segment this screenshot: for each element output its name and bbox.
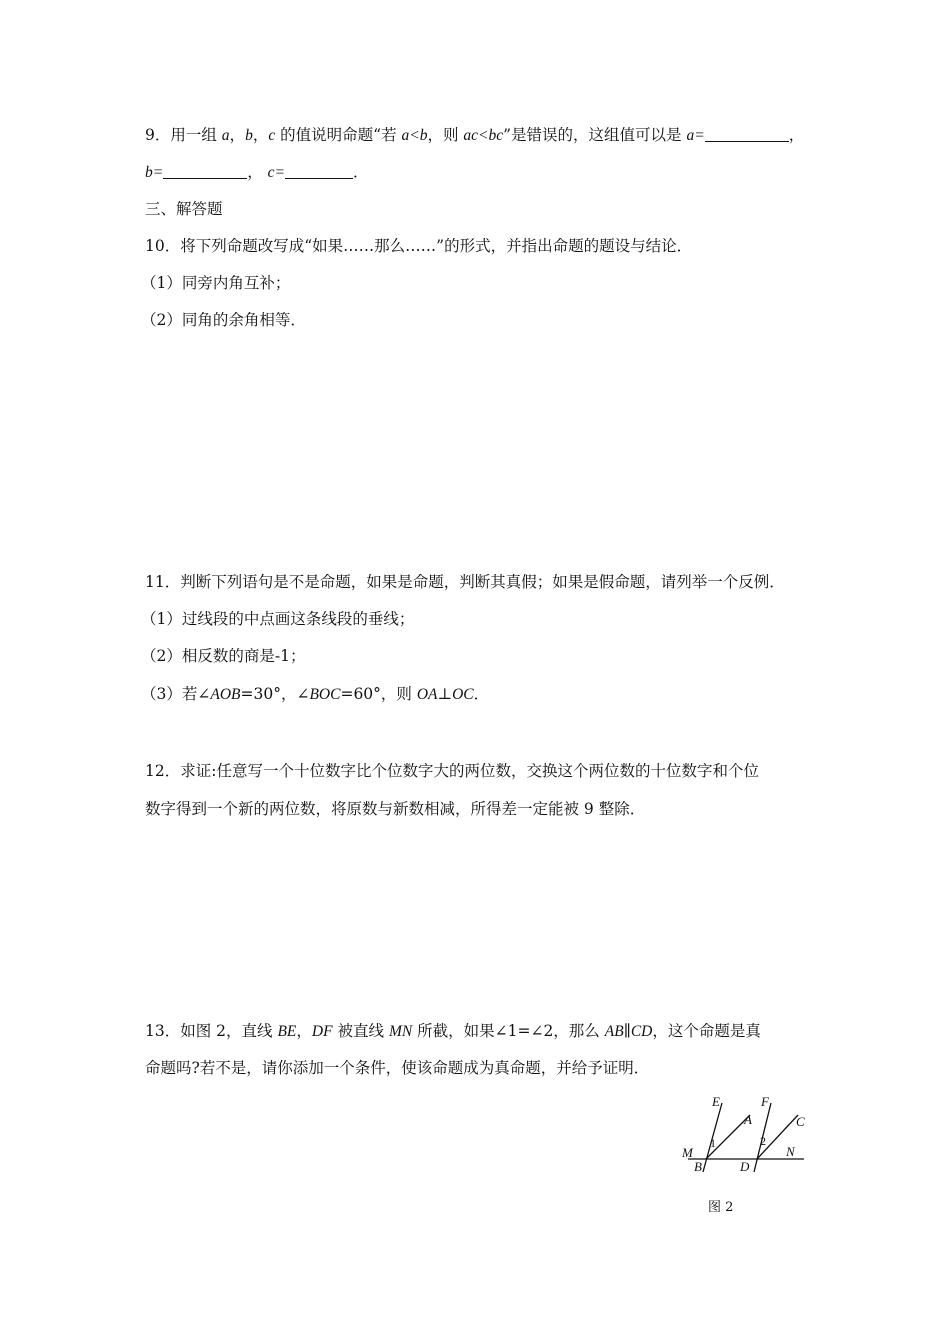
label-b: B — [694, 1159, 702, 1174]
angle-1-label: 1 — [710, 1136, 716, 1150]
label-m: M — [682, 1145, 693, 1160]
label-a: A — [744, 1112, 752, 1127]
figure-2-diagram — [680, 1090, 810, 1176]
label-n: N — [786, 1144, 795, 1159]
q10-item-2: （2）同角的余角相等． — [141, 311, 306, 329]
label-d: D — [740, 1159, 750, 1174]
q13-line-1: 13．如图 2，直线 BE，DF 被直线 MN 所截，如果∠1=∠2，那么 AB∥CD，这个命题是真 — [145, 1022, 761, 1040]
q12-line-2: 数字得到一个新的两位数，将原数与新数相减，所得差一定能被 9 整除． — [145, 800, 646, 818]
angle-2-label: 2 — [760, 1134, 766, 1148]
q10-stem: 10．将下列命题改写成“如果……那么……”的形式，并指出命题的题设与结论． — [145, 237, 693, 255]
label-e: E — [712, 1094, 720, 1109]
label-c: C — [796, 1114, 805, 1129]
q11-item-2: （2）相反数的商是-1； — [141, 647, 306, 665]
q9-line2: b= ， c= ． — [145, 163, 369, 181]
figure-caption: 图 2 — [708, 1200, 734, 1215]
q13-line-2: 命题吗?若不是，请你添加一个条件，使该命题成为真命题，并给予证明． — [145, 1059, 650, 1077]
q9-line1: 9．用一组 a，b，c 的值说明命题“若 a<b，则 ac<bc”是错误的，这组值可以是 a= ， — [145, 126, 805, 144]
answer-blank-b[interactable] — [163, 164, 247, 179]
q12-line-1: 12．求证:任意写一个十位数字比个位数字大的两位数，交换这个两位数的十位数字和个位 — [145, 762, 759, 780]
q11-item-1: （1）过线段的中点画这条线段的垂线； — [141, 610, 415, 628]
q11-stem: 11．判断下列语句是不是命题，如果是命题，判断其真假；如果是假命题，请列举一个反例． — [145, 573, 785, 591]
label-f: F — [761, 1094, 769, 1109]
section-heading: 三、解答题 — [145, 200, 223, 218]
answer-blank-a[interactable] — [705, 127, 789, 142]
answer-blank-c[interactable] — [285, 164, 353, 179]
q10-item-1: （1）同旁内角互补； — [141, 274, 291, 292]
q11-item-3: （3）若∠AOB=30°，∠BOC=60°，则 OA⊥OC． — [141, 685, 490, 703]
